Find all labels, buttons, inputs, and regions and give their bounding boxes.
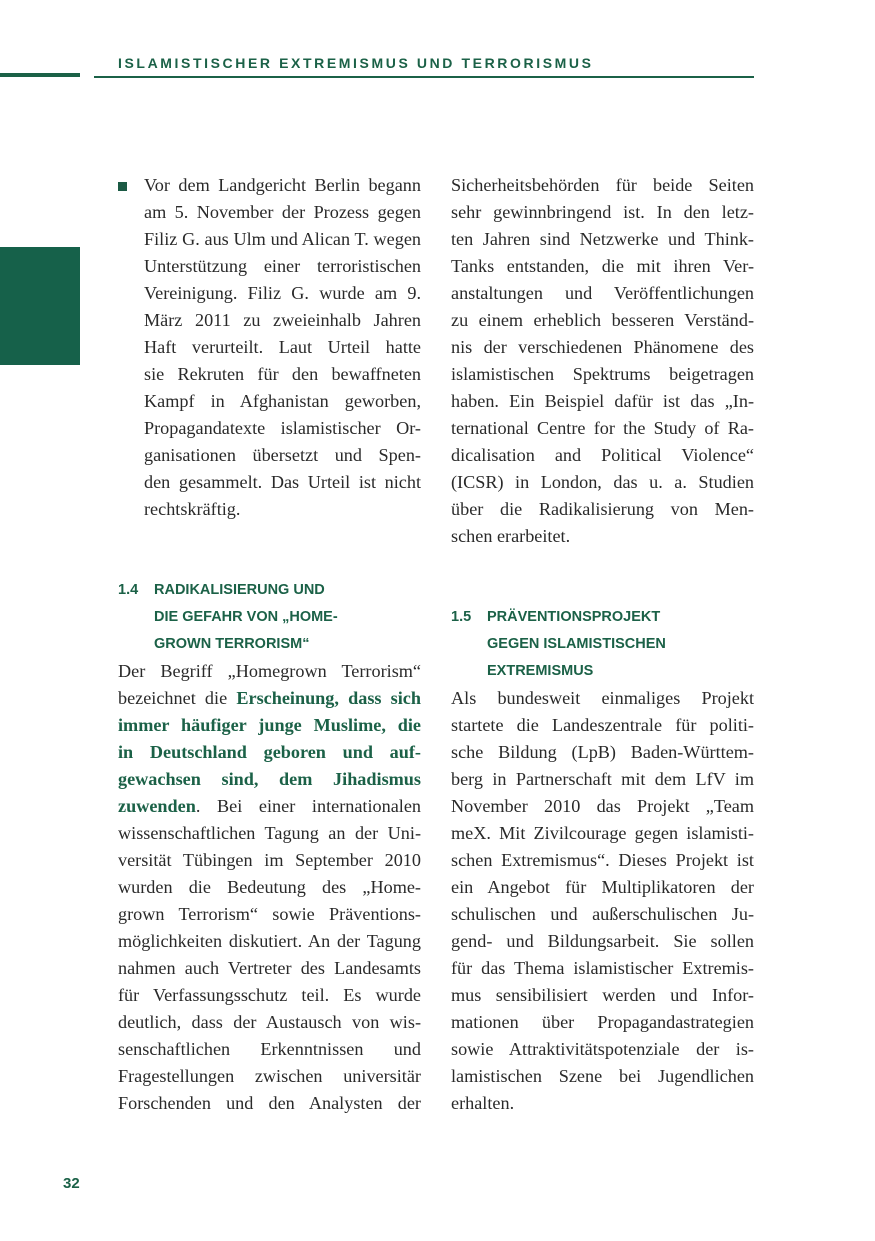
text-line: nis der verschiedenen Phänomene des [451, 337, 754, 357]
text-line: den gesammelt. Das Urteil ist nicht [144, 472, 421, 492]
text-line [118, 793, 421, 820]
text-line: Filiz G. aus Ulm und Alican T. wegen [144, 229, 421, 249]
text-line: Als bundesweit einmaliges Projekt [451, 688, 754, 708]
page-number: 32 [63, 1175, 80, 1192]
header-accent-bar [0, 73, 80, 77]
left-column [118, 172, 421, 1117]
bullet-text [144, 172, 421, 523]
running-header: ISLAMISTISCHER EXTREMISMUS UND TERRORISMUS [118, 55, 594, 71]
section-1-5-body [451, 685, 754, 1117]
text-line: senschaftlichen Erkenntnissen und [118, 1039, 421, 1059]
text-line: Fragestellungen zwischen universitär [118, 1066, 421, 1086]
section-title-line: GEGEN ISLAMISTISCHEN [487, 636, 666, 652]
chapter-side-tab [0, 247, 80, 365]
section-title-line: GROWN TERRORISM“ [154, 636, 310, 652]
text-line: sche Bildung (LpB) Baden-Württem- [451, 742, 754, 762]
text-line: November 2010 das Projekt „Team [451, 796, 754, 816]
section-heading-1-4 [118, 577, 421, 658]
text-line: nahmen auch Vertreter des Landesamts [118, 958, 421, 978]
text-line: grown Terrorism“ sowie Präventions- [118, 904, 421, 924]
text-line: Forschenden und den Analysten der [118, 1093, 421, 1113]
text-line: ganisationen übersetzt und Spen- [144, 445, 421, 465]
text-line: islamistischen Spektrums beigetragen [451, 364, 754, 384]
text-line: über die Radikalisierung von Men- [451, 499, 754, 519]
text-line: Kampf in Afghanistan geworben, [144, 391, 421, 411]
text-line: mus sensibilisiert werden und Infor- [451, 985, 754, 1005]
text-line: sehr gewinnbringend ist. In den letz- [451, 202, 754, 222]
text-line: für Verfassungsschutz teil. Es wurde [118, 985, 421, 1005]
text-line: schen Extremismus“. Dieses Projekt ist [451, 850, 754, 870]
text-line: Der Begriff „Homegrown Terrorism“ [118, 661, 421, 681]
text-line: gend- und Bildungsarbeit. Sie sollen [451, 931, 754, 951]
text-span: . Bei einer internationalen [195, 796, 421, 816]
highlight-text: Erscheinung, dass sich [236, 688, 421, 708]
header-rule [94, 76, 754, 78]
text-line: schulischen und außerschulischen Ju- [451, 904, 754, 924]
text-line: deutlich, dass der Austausch von wis- [118, 1012, 421, 1032]
bullet-item [118, 172, 421, 523]
section-title-line: PRÄVENTIONSPROJEKT [487, 609, 661, 625]
text-line: Sicherheitsbehörden für beide Seiten [451, 175, 754, 195]
text-line: Vor dem Landgericht Berlin begann [144, 175, 421, 195]
text-line: versität Tübingen im September 2010 [118, 850, 421, 870]
text-line: zu einem erheblich besseren Verständ- [451, 310, 754, 330]
highlight-text: in Deutschland geboren und auf- [118, 742, 421, 762]
section-title-line: EXTREMISMUS [487, 663, 594, 679]
text-line: lamistischen Szene bei Jugendlichen [451, 1066, 754, 1086]
text-line: Vereinigung. Filiz G. wurde am 9. [144, 283, 421, 303]
text-line: rechtskräftig. [144, 499, 241, 519]
right-column [451, 172, 754, 1117]
text-line: ternational Centre for the Study of Ra- [451, 418, 754, 438]
section-1-4-body [118, 658, 421, 1117]
text-line: haben. Ein Beispiel dafür ist das „In- [451, 391, 754, 411]
section-title-line: RADIKALISIERUNG UND [154, 582, 325, 598]
section-number: 1.4 [118, 582, 139, 598]
highlight-text: immer häufiger junge Muslime, die [118, 715, 421, 735]
text-line: meX. Mit Zivilcourage gegen islamisti- [451, 823, 754, 843]
text-line: berg in Partnerschaft mit dem LfV im [451, 769, 754, 789]
text-line: sie Rekruten für den bewaffneten [144, 364, 421, 384]
text-line: möglichkeiten diskutiert. An der Tagung [118, 931, 421, 951]
section-title-line: DIE GEFAHR VON „HOME- [154, 609, 338, 625]
section-number: 1.5 [451, 609, 472, 625]
text-line: ein Angebot für Multiplikatoren der [451, 877, 754, 897]
highlight-text: gewachsen sind, dem Jihadismus [118, 769, 421, 789]
text-line: (ICSR) in London, das u. a. Studien [451, 472, 754, 492]
text-line: mationen über Propagandastrategien [451, 1012, 754, 1032]
text-line: erhalten. [451, 1093, 515, 1113]
text-line: März 2011 zu zweieinhalb Jahren [144, 310, 421, 330]
text-line: sowie Attraktivitätspotenziale der is- [451, 1039, 754, 1059]
text-line: wurden die Bedeutung des „Home- [118, 877, 421, 897]
text-line: Haft verurteilt. Laut Urteil hatte [144, 337, 421, 357]
text-line: Unterstützung einer terroristischen [144, 256, 421, 276]
text-line: wissenschaftlichen Tagung an der Uni- [118, 823, 421, 843]
bullet-square-icon [118, 182, 127, 191]
text-line: anstaltungen und Veröffentlichungen [451, 283, 754, 303]
text-line: dicalisation and Political Violence“ [451, 445, 754, 465]
text-line: startete die Landeszentrale für politi- [451, 715, 754, 735]
text-line: Tanks entstanden, die mit ihren Ver- [451, 256, 754, 276]
text-span: bezeichnet die [118, 688, 237, 708]
section-heading-1-5 [451, 604, 754, 685]
text-line [118, 685, 421, 712]
text-line: Propagandatexte islamistischer Or- [144, 418, 421, 438]
text-line: am 5. November der Prozess gegen [144, 202, 421, 222]
text-line: ten Jahren sind Netzwerke und Think- [451, 229, 754, 249]
highlight-text: zuwenden [118, 796, 196, 816]
continuation-text [451, 172, 754, 550]
text-line: für das Thema islamistischer Extremis- [451, 958, 754, 978]
text-line: schen erarbeitet. [451, 526, 571, 546]
